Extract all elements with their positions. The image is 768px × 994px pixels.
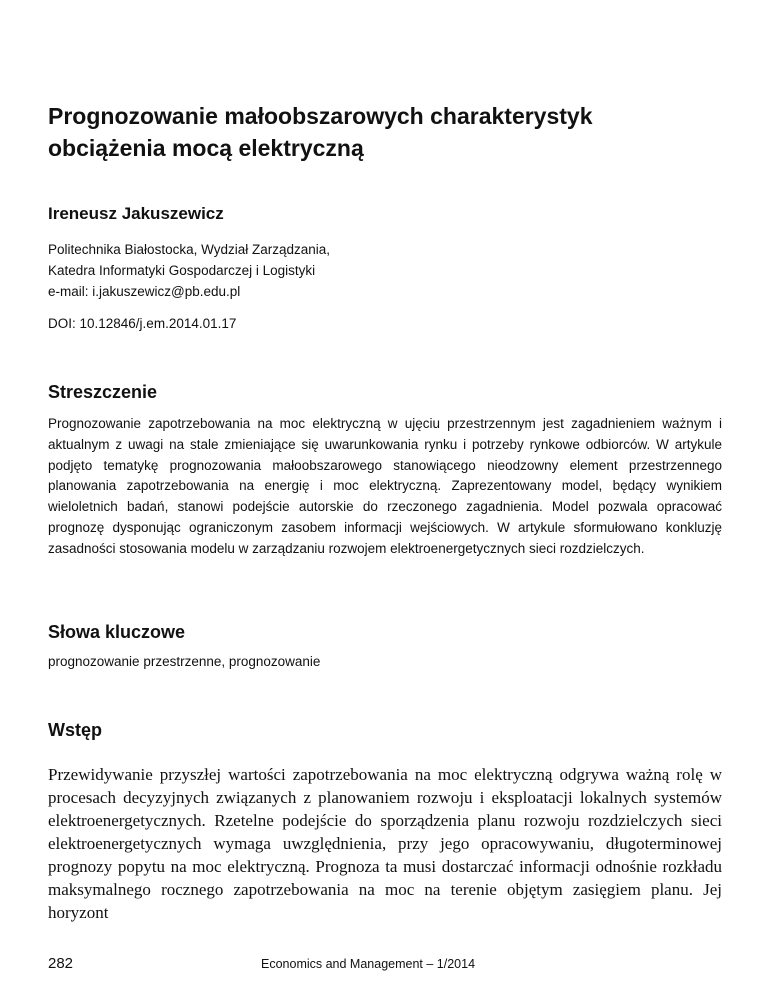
intro-text: Przewidywanie przyszłej wartości zapotrzebowania na moc elektryczną odgrywa ważną rolę w procesach decyzyjnych związanych z planowaniem rozwoju i eksploatacji lokalnych systemów elektroenergetycznych. Rzetelne podejście do sporządzenia planu rozwoju rozdzielczych sieci elektroenergetycznych wymaga uwzględnienia, przy jego opracowywaniu, długoterminowej prognozy popytu na moc elektryczną. Prognoza ta musi dostarczać informacji odnośnie rozkładu maksymalnego rocznego zapotrzebowania na moc na terenie objętym zasięgiem planu. Jej horyzont	[48, 765, 722, 922]
journal-name: Economics and Management – 1/2014	[261, 957, 476, 971]
title-line-2: obciążenia mocą elektryczną	[48, 135, 364, 161]
abstract-text: Prognozowanie zapotrzebowania na moc elektryczną w ujęciu przestrzennym jest zagadnieniem ważnym i aktualnym z uwagi na stale zmieniające się uwarunkowania rynku i potrzeby rynkowe odbiorców. W artykule podjęto tematykę prognozowania małoobszarowego stanowiącego nieodzowny element przestrzennego planowania zapotrzebowania na energię i moc elektryczną. Zaprezentowany model, będący wynikiem wieloletnich badań, stanowi podejście autorskie do rzeczonego zagadnienia. Model pozwala opracować prognozę dysponując ograniczonym zasobem informacji wejściowych. W artykule sformułowano konkluzję zasadności stosowania modelu w zarządzaniu rozwojem elektroenergetycznych sieci rozdzielczych.	[48, 416, 722, 556]
author-name: Ireneusz Jakuszewicz	[48, 204, 224, 223]
keywords-heading: Słowa kluczowe	[48, 622, 186, 642]
article-title	[48, 100, 708, 164]
title-line-1: Prognozowanie małoobszarowych charakterystyk	[48, 103, 593, 129]
affiliation-line-1: Politechnika Białostocka, Wydział Zarządzania,	[48, 242, 331, 257]
keywords-text: prognozowanie przestrzenne, prognozowanie	[48, 654, 321, 669]
intro-heading: Wstęp	[48, 720, 102, 740]
affiliation-line-2: Katedra Informatyki Gospodarczej i Logistyki	[48, 263, 316, 278]
affiliation	[48, 239, 330, 302]
page-footer	[48, 955, 722, 975]
page-number: 282	[48, 955, 74, 972]
doi: DOI: 10.12846/j.em.2014.01.17	[48, 316, 237, 331]
email-line: e-mail: i.jakuszewicz@pb.edu.pl	[48, 284, 241, 299]
abstract-heading: Streszczenie	[48, 382, 158, 402]
